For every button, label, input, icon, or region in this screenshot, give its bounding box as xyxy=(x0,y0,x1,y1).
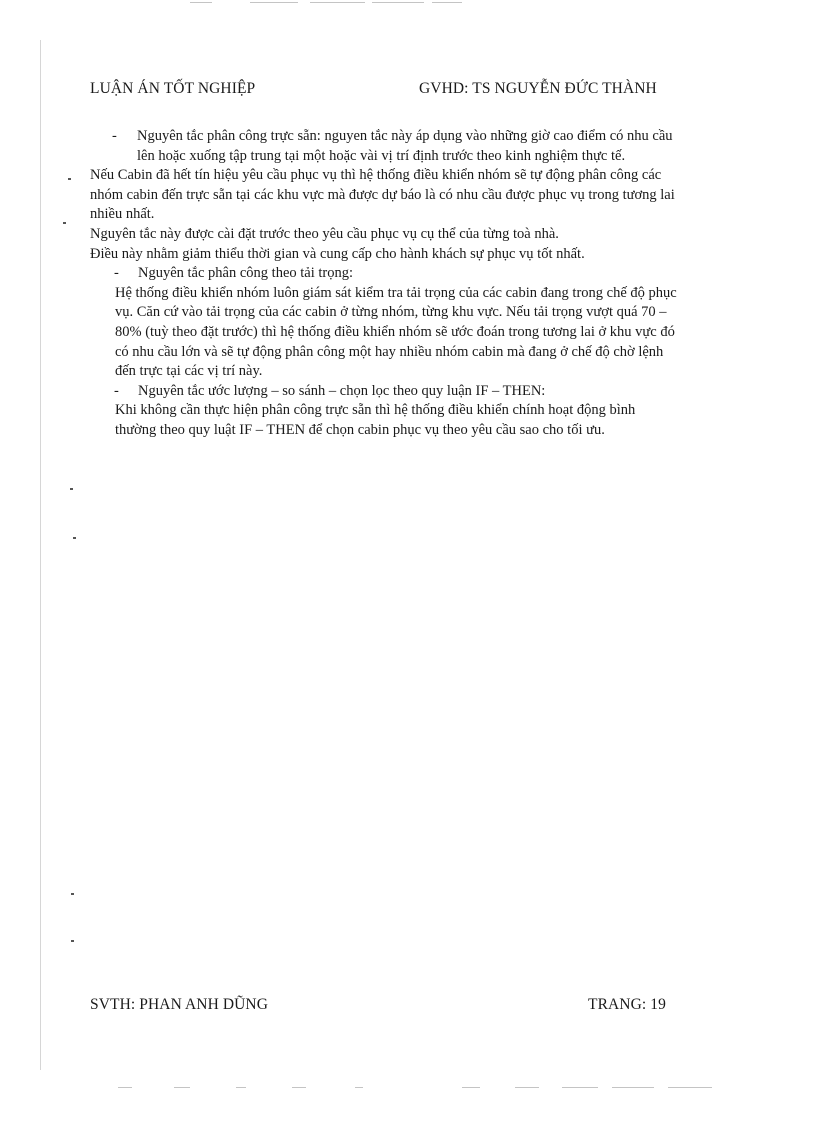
bullet-dash: - xyxy=(114,382,119,399)
scan-mark xyxy=(372,2,424,3)
paragraph: Hệ thống điều khiển nhóm luôn giám sát kiểm tra tải trọng của các cabin đang trong chế độ phục vụ. Căn cứ vào tải trọng của các cabin ở từng nhóm, từng khu vực. Nếu tải trọng vượt quá 70 – 80% (tuỳ theo đặt trước) thì hệ thống điều khiển nhóm sẽ ước đoán trong tương lai ở khu vực đó có nhu cầu lớn và sẽ tự động phân công một hay nhiều nhóm cabin mà đang ở chế độ chờ lệnh đến trực tại các vị trí này. xyxy=(115,284,677,380)
scan-edge-line xyxy=(40,40,41,1070)
scan-mark xyxy=(118,1087,132,1088)
paragraph: Điều này nhằm giảm thiểu thời gian và cung cấp cho hành khách sự phục vụ tốt nhất. xyxy=(90,245,585,262)
bullet-text: Nguyên tắc phân công theo tải trọng: xyxy=(138,265,354,282)
scan-mark xyxy=(310,2,365,3)
header-thesis-title: LUẬN ÁN TỐT NGHIỆP xyxy=(90,80,256,97)
scan-mark xyxy=(174,1087,190,1088)
scan-mark xyxy=(612,1087,654,1088)
body-text xyxy=(90,127,680,441)
scan-mark xyxy=(292,1087,306,1088)
bullet-item xyxy=(90,382,680,402)
bullet-dash: - xyxy=(112,128,117,144)
scan-speck xyxy=(73,537,76,539)
bullet-text: Nguyên tắc phân công trực sẵn: nguyen tắc này áp dụng vào những giờ cao điểm có nhu cầu lên hoặc xuống tập trung tại một hoặc vài vị trí định trước theo kinh nghiệm thực tế. xyxy=(137,128,673,164)
scan-speck xyxy=(63,222,66,224)
scan-speck xyxy=(71,940,74,942)
scan-speck xyxy=(70,488,73,490)
scan-mark xyxy=(668,1087,712,1088)
bullet-item xyxy=(90,127,680,166)
paragraph: Nguyên tắc này được cài đặt trước theo yêu cầu phục vụ cụ thể của từng toà nhà. xyxy=(90,225,559,242)
footer-student: SVTH: PHAN ANH DŨNG xyxy=(90,996,269,1013)
scan-mark xyxy=(462,1087,480,1088)
scan-speck xyxy=(68,178,71,180)
scan-mark xyxy=(562,1087,598,1088)
bullet-text: Nguyên tắc ước lượng – so sánh – chọn lọc theo quy luận IF – THEN: xyxy=(138,382,546,399)
scan-mark xyxy=(190,2,212,3)
scan-mark xyxy=(432,2,462,3)
scan-mark xyxy=(250,2,298,3)
scan-mark xyxy=(236,1087,246,1088)
paragraph: Nếu Cabin đã hết tín hiệu yêu cầu phục vụ thì hệ thống điều khiển nhóm sẽ tự động phân công các nhóm cabin đến trực sẵn tại các khu vực mà được dự báo là có nhu cầu được phục vụ trong tương lai nhiều nhất. xyxy=(90,167,675,223)
footer-page-number: TRANG: 19 xyxy=(588,996,666,1013)
scan-mark xyxy=(355,1087,363,1088)
bullet-item xyxy=(90,264,680,284)
scan-mark xyxy=(515,1087,539,1088)
header-advisor: GVHD: TS NGUYỄN ĐỨC THÀNH xyxy=(419,80,657,97)
bullet-dash: - xyxy=(114,265,119,282)
paragraph: Khi không cần thực hiện phân công trực sẵn thì hệ thống điều khiển chính hoạt động bình thường theo quy luật IF – THEN để chọn cabin phục vụ theo yêu cầu sao cho tối ưu. xyxy=(115,402,636,438)
scan-speck xyxy=(71,893,74,895)
